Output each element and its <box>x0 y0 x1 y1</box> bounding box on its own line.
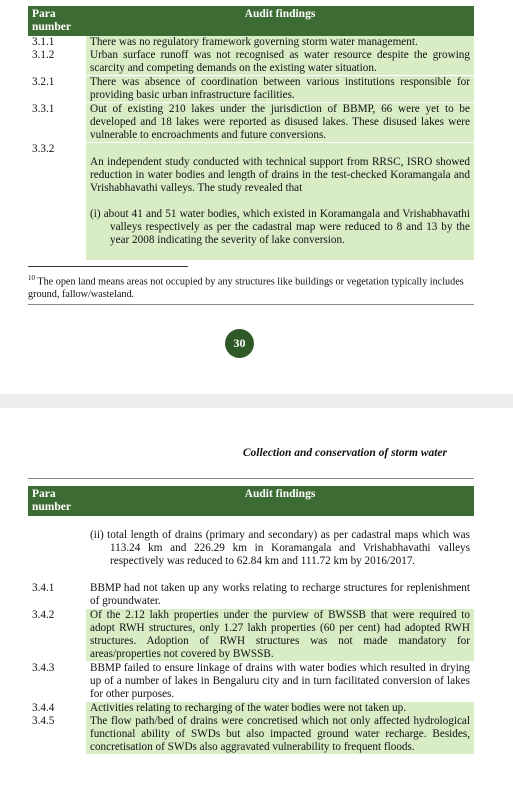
finding-text: BBMP failed to ensure linkage of drains with water bodies which resulted in drying up of a number of lakes in Bengaluru city and in turn facilitated conversion of lakes for other purposes. <box>86 662 474 701</box>
finding-text: Activities relating to recharging of the water bodies were not taken up. The flow path/bed of drains were concretised which not only affected hydrological functional ability of SWDs but also impacted ground water recharge. Besides, concretisation of SWDs also aggravated vulnerability to frequent floods. <box>86 702 474 754</box>
para-number <box>28 516 86 581</box>
table-row <box>28 36 474 75</box>
audit-findings-table <box>28 6 474 260</box>
footnote-divider <box>28 266 188 267</box>
page-number-badge: 30 <box>225 329 254 358</box>
table-row <box>28 661 474 701</box>
finding-cell <box>86 516 474 581</box>
table-row <box>28 701 474 754</box>
para-number: 3.4.1 <box>32 582 55 594</box>
finding-text: There was absence of coordination between various institutions responsible for providing basic urban infrastructure facilities. <box>86 76 474 102</box>
finding-text: An independent study conducted with technical support from RRSC, ISRO showed reduction in water bodies and length of drains in the test-checked Koramangala and Vrishabhavathi valleys. The study revealed that <box>90 156 470 194</box>
page-gap <box>0 394 513 408</box>
footnote-text: The open land means areas not occupied by any structures like buildings or vegetation typically includes ground, fallow/wasteland. <box>28 276 464 301</box>
finding-subpoint: (ii) total length of drains (primary and secondary) as per cadastral maps which was 113.24 km and 226.29 km in Koramangala and Vrishabhavathi valleys respectively was reduced to 62.84 km and 111.72 km by 2016/2017. <box>90 529 470 567</box>
finding-cell <box>86 143 474 260</box>
table-row <box>28 581 474 608</box>
header-rule <box>28 478 474 479</box>
table-row <box>28 75 474 102</box>
para-number: 3.4.2 <box>32 609 55 621</box>
para-number: 3.4.4 3.4.5 <box>32 702 55 727</box>
page-upper <box>0 0 513 394</box>
audit-findings-header: Audit findings <box>244 8 316 20</box>
running-head: Collection and conservation of storm water <box>242 447 447 459</box>
para-number: 3.4.3 <box>32 662 55 674</box>
finding-text: There was no regulatory framework governing storm water management. Urban surface runoff was not recognised as water resource despite the growing scarcity and competing demands on the existing water situation. <box>86 36 474 75</box>
finding-subpoint: (i) about 41 and 51 water bodies, which existed in Koramangala and Vrishabhavathi valleys respectively as per the cadastral map were reduced to 8 and 13 by the year 2008 indicating the severity of lake conversion. <box>90 208 470 246</box>
page-lower <box>0 408 513 794</box>
table-row <box>28 608 474 661</box>
para-number-header: Para number <box>32 8 71 33</box>
para-number: 3.3.1 <box>32 103 55 115</box>
table-row <box>28 516 474 581</box>
para-number-header: Para number <box>32 488 71 513</box>
footnote-marker: 10 <box>28 274 35 282</box>
finding-text: Of the 2.12 lakh properties under the purview of BWSSB that were required to adopt RWH structures, only 1.27 lakh properties (60 per cent) had adopted RWH structures. Adoption of RWH structures was not made mandatory for areas/properties not covered by BWSSB. <box>86 609 474 661</box>
footnote <box>28 272 473 301</box>
table-row <box>28 102 474 142</box>
audit-findings-header: Audit findings <box>244 488 316 500</box>
finding-text: Out of existing 210 lakes under the jurisdiction of BBMP, 66 were yet to be developed and 18 lakes were reported as disused lakes. These disused lakes were vulnerable to encroachments and future conversions. <box>86 103 474 142</box>
table-header <box>28 486 474 516</box>
table-row <box>28 142 474 260</box>
para-number: 3.3.2 <box>32 143 55 155</box>
para-number: 3.2.1 <box>32 76 55 88</box>
finding-text: BBMP had not taken up any works relating to recharge structures for replenishment of groundwater. <box>86 582 474 608</box>
table-header <box>28 6 474 36</box>
footer-rule <box>28 304 474 305</box>
audit-findings-table-continued <box>28 486 474 754</box>
para-number: 3.1.1 3.1.2 <box>32 36 55 61</box>
